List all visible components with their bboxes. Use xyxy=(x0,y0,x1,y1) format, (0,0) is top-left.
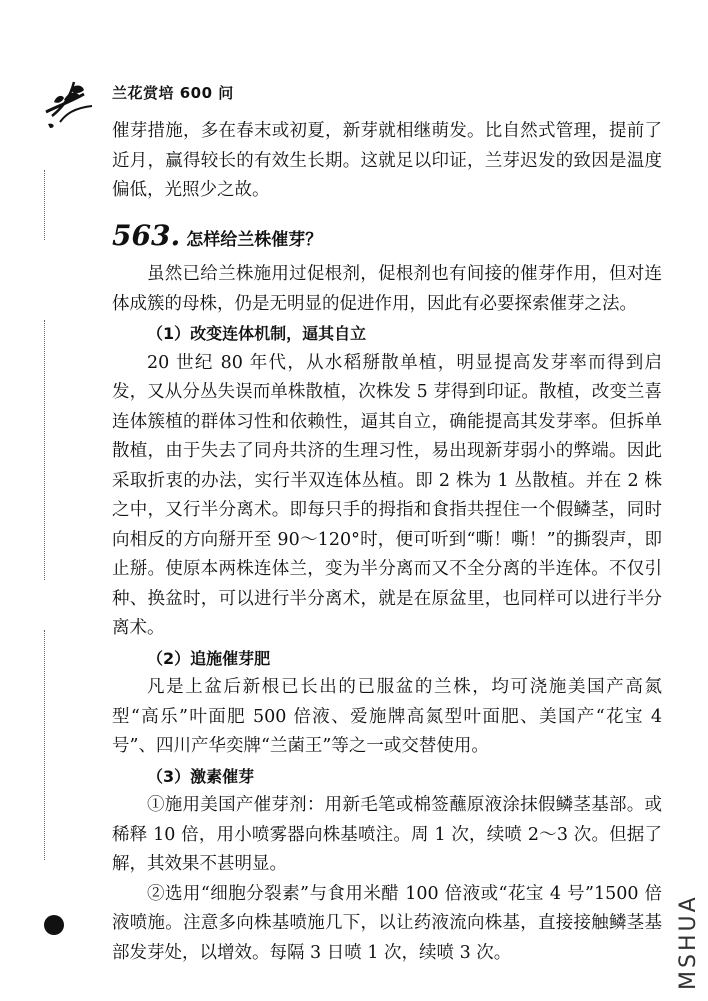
running-title: 兰花赏培 600 问 xyxy=(112,84,234,102)
margin-rule xyxy=(44,170,45,240)
intro-paragraph: 虽然已给兰株施用过促根剂，促根剂也有间接的催芽作用，但对连体成簇的母株，仍是无明显的促进作用，因此有必要探索催芽之法。 xyxy=(112,264,662,314)
section-paragraph: 20 世纪 80 年代，从水稻掰散单植，明显提高发芽率而得到启发，又从分丛失误而单株散植，次株发 5 芽得到印证。散植，改变兰喜连体簇植的群体习性和依赖性，逼其自立，确能提高其发芽率。但拆单散植，由于失去了同舟共济的生理习性，易出现新芽弱小的弊端。因此采取折衷的办法，实行半双连体丛植。即 2 株为 1 丛散植。并在 2 株之中，又行半分离术。即每只手的拇指和食指共捏住一个假鳞茎，同时向相反的方向掰开至 90～120°时，便可听到“嘶！嘶！”的撕裂声，即止掰。使原本两株连体兰，变为半分离而又不全分离的半连体。不仅引种、换盆时，可以进行半分离术，就是在原盆里，也同样可以进行半分离术。 xyxy=(112,352,662,638)
section-paragraph: ①施用美国产催芽剂：用新毛笔或棉签蘸原液涂抹假鳞茎基部。或稀释 10 倍，用小喷雾器向株基喷注。周 1 次，续喷 2～3 次。但据了解，其效果不甚明显。 xyxy=(112,795,662,874)
section-heading: （3）激素催芽 xyxy=(147,766,255,786)
margin-rule xyxy=(44,320,45,580)
watermark: MSHUA xyxy=(676,894,701,990)
section-paragraph: ②选用“细胞分裂素”与食用米醋 100 倍液或“花宝 4 号”1500 倍液喷施。注意多向株基喷施几下，以让药液流向株基，直接接触鳞茎基部发芽处，以增效。每隔 3 日喷 1 次，续喷 3 次。 xyxy=(112,883,662,963)
orchid-icon xyxy=(40,72,100,130)
section-heading: （1）改变连体机制，逼其自立 xyxy=(147,324,367,343)
section-heading: （2）追施催芽肥 xyxy=(147,648,271,668)
paragraph: 催芽措施，多在春末或初夏，新芽就相继萌发。比自然式管理，提前了近月，赢得较长的有效生长期。这就足以印证，兰芽迟发的致因是温度偏低，光照少之故。 xyxy=(112,121,662,200)
section-paragraph: 凡是上盆后新根已长出的已服盆的兰株，均可浇施美国产高氮型“高乐”叶面肥 500 倍液、爱施牌高氮型叶面肥、美国产“花宝 4 号”、四川产华奕牌“兰菌王”等之一或交替使用。 xyxy=(112,677,662,756)
answer-body xyxy=(112,260,662,968)
question-heading xyxy=(112,219,632,259)
question-title: 怎样给兰株催芽？ xyxy=(186,230,323,250)
margin-rule xyxy=(44,630,45,860)
binding-hole-dot xyxy=(44,915,64,935)
question-number: 563. xyxy=(112,219,181,252)
continuation-paragraph xyxy=(112,117,662,206)
